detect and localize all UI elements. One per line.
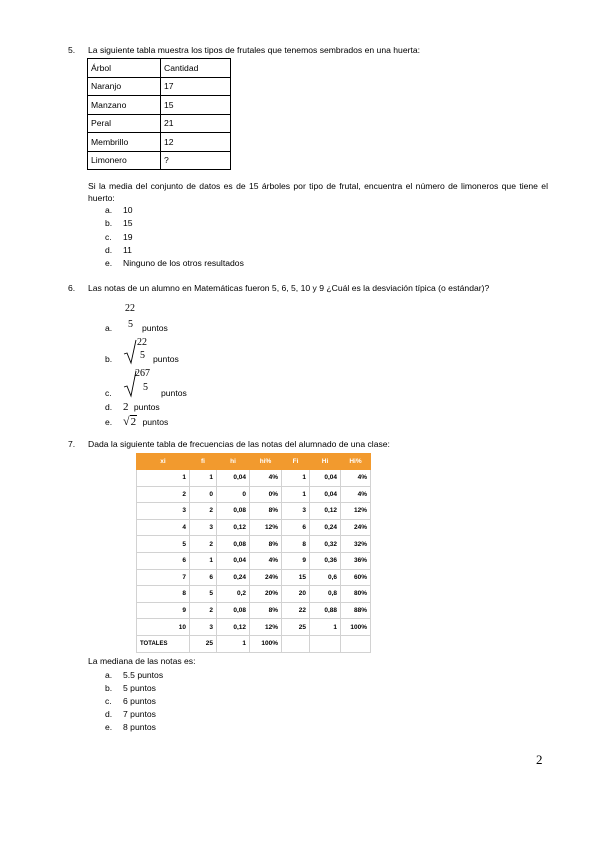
table-cell: 8% [250, 602, 282, 619]
table-cell: 0 [190, 486, 217, 503]
table-cell: 0,88 [310, 602, 341, 619]
fruit-name: Manzano [88, 96, 161, 115]
table-cell: 3 [190, 619, 217, 636]
fruit-table [87, 58, 231, 170]
table-cell: 10 [137, 619, 190, 636]
table-row [137, 536, 371, 553]
table-cell: 2 [190, 602, 217, 619]
option-d[interactable]: d. 11 [105, 245, 132, 255]
question-5 [68, 45, 548, 57]
table-cell: 24% [341, 519, 371, 536]
table-cell: 5 [137, 536, 190, 553]
table-cell: 12% [341, 503, 371, 520]
table-cell: 0% [250, 486, 282, 503]
table-cell: 36% [341, 552, 371, 569]
fruit-count: 21 [161, 114, 231, 133]
table-cell: 1 [282, 486, 310, 503]
table-cell: 25 [282, 619, 310, 636]
table-cell: 4 [137, 519, 190, 536]
table-row [137, 470, 371, 487]
table-cell: 1 [137, 470, 190, 487]
table-cell: 9 [137, 602, 190, 619]
table-cell: 80% [341, 586, 371, 603]
question-6-text: Las notas de un alumno en Matemáticas fueron 5, 6, 5, 10 y 9 ¿Cuál es la desviación típica (o estándar)? [88, 283, 490, 293]
fruit-table-row [88, 77, 231, 96]
table-cell: 22 [282, 602, 310, 619]
table-cell: 4% [250, 552, 282, 569]
fruit-header-tree: Árbol [88, 59, 161, 78]
question-5-text: La siguiente tabla muestra los tipos de frutales que tenemos sembrados en una huerta: [88, 45, 421, 55]
table-cell: 8% [250, 503, 282, 520]
page-number: 2 [536, 752, 543, 767]
table-cell: 0,08 [217, 503, 250, 520]
table-row [137, 503, 371, 520]
table-cell: 100% [250, 635, 282, 652]
question-6-number: 6. [68, 283, 76, 293]
option-d[interactable]: d. 2 puntos [105, 401, 160, 413]
header-xi: xi [137, 454, 190, 470]
option-a[interactable]: a. 10 [105, 205, 133, 215]
square-root-icon: √ [123, 414, 130, 428]
table-row [137, 619, 371, 636]
question-7-followup-text: La mediana de las notas es: [88, 656, 196, 666]
table-cell: 0 [217, 486, 250, 503]
question-5-number: 5. [68, 45, 76, 55]
table-row [137, 569, 371, 586]
table-cell: 0,12 [310, 503, 341, 520]
option-c[interactable]: c. 19 [105, 232, 133, 242]
table-cell: 3 [137, 503, 190, 520]
header-fi: fi [190, 454, 217, 470]
option-b[interactable]: b. 5 puntos [105, 683, 156, 693]
table-cell: 2 [190, 503, 217, 520]
table-cell: 3 [190, 519, 217, 536]
table-cell [341, 635, 371, 652]
table-cell: 4% [341, 486, 371, 503]
table-cell [282, 635, 310, 652]
table-cell [310, 635, 341, 652]
fruit-count: 17 [161, 77, 231, 96]
header-hi-pct: hi% [250, 454, 282, 470]
table-cell: 25 [190, 635, 217, 652]
table-cell: 0,04 [310, 486, 341, 503]
option-e[interactable]: e. 8 puntos [105, 722, 156, 732]
table-cell: 1 [310, 619, 341, 636]
table-row [137, 519, 371, 536]
question-7-text: Dada la siguiente tabla de frecuencias de las notas del alumnado de una clase: [88, 439, 390, 449]
table-cell: 8 [137, 586, 190, 603]
table-cell: 88% [341, 602, 371, 619]
table-cell: 0,04 [217, 470, 250, 487]
option-b[interactable]: b. 15 [105, 218, 133, 228]
fruit-table-row [88, 133, 231, 152]
header-Hi-pct: Hi% [341, 454, 371, 470]
question-5-followup [88, 181, 548, 204]
fruit-table-row [88, 96, 231, 115]
fruit-count: 15 [161, 96, 231, 115]
question-7 [68, 439, 548, 451]
table-row [137, 602, 371, 619]
table-cell: TOTALES [137, 635, 190, 652]
header-hi: hi [217, 454, 250, 470]
table-cell: 5 [190, 586, 217, 603]
frequency-table-header [137, 454, 371, 470]
frequency-table-body [137, 470, 371, 653]
question-7-followup [88, 656, 548, 666]
fruit-table-header [88, 59, 231, 78]
square-root-icon [123, 339, 137, 365]
table-cell: 1 [190, 552, 217, 569]
table-cell: 0,24 [217, 569, 250, 586]
fruit-count: 12 [161, 133, 231, 152]
table-cell: 6 [137, 552, 190, 569]
table-cell: 0,12 [217, 519, 250, 536]
table-cell: 12% [250, 619, 282, 636]
table-cell: 24% [250, 569, 282, 586]
fruit-name: Limonero [88, 151, 161, 170]
table-cell: 0,6 [310, 569, 341, 586]
table-cell: 0,8 [310, 586, 341, 603]
table-cell: 20% [250, 586, 282, 603]
fruit-name: Peral [88, 114, 161, 133]
table-cell: 3 [282, 503, 310, 520]
table-cell: 9 [282, 552, 310, 569]
fruit-table-row [88, 114, 231, 133]
table-cell: 0,32 [310, 536, 341, 553]
fruit-table-row [88, 151, 231, 170]
table-row [137, 486, 371, 503]
table-cell: 4% [250, 470, 282, 487]
table-cell: 0,08 [217, 536, 250, 553]
table-cell: 0,24 [310, 519, 341, 536]
table-cell: 0,08 [217, 602, 250, 619]
table-row [137, 552, 371, 569]
option-e[interactable]: e. Ninguno de los otros resultados [105, 258, 244, 268]
fruit-header-quantity: Cantidad [161, 59, 231, 78]
table-cell: 6 [190, 569, 217, 586]
option-c[interactable]: c. 6 puntos [105, 696, 156, 706]
fruit-count: ? [161, 151, 231, 170]
table-cell: 12% [250, 519, 282, 536]
table-cell: 1 [217, 635, 250, 652]
table-cell: 2 [137, 486, 190, 503]
fraction-numerator: 22 [137, 337, 147, 348]
table-row [137, 635, 371, 652]
table-cell: 32% [341, 536, 371, 553]
option-a[interactable]: a. 5.5 puntos [105, 670, 164, 680]
header-Hi: Hi [310, 454, 341, 470]
frequency-table [136, 453, 371, 653]
table-cell: 1 [282, 470, 310, 487]
fruit-name: Membrillo [88, 133, 161, 152]
fraction-denominator: 5 [140, 350, 145, 361]
table-cell: 0,12 [217, 619, 250, 636]
table-cell: 8 [282, 536, 310, 553]
table-cell: 8% [250, 536, 282, 553]
table-cell: 0,04 [217, 552, 250, 569]
table-cell: 15 [282, 569, 310, 586]
table-cell: 0,2 [217, 586, 250, 603]
fraction-denominator: 5 [143, 382, 148, 393]
question-6 [68, 283, 548, 295]
fraction-numerator: 267 [135, 368, 150, 379]
table-cell: 20 [282, 586, 310, 603]
table-cell: 60% [341, 569, 371, 586]
header-Fi: Fi [282, 454, 310, 470]
fraction-denominator: 5 [128, 319, 133, 330]
table-cell: 100% [341, 619, 371, 636]
table-cell: 0,36 [310, 552, 341, 569]
table-cell: 1 [190, 470, 217, 487]
table-row [137, 586, 371, 603]
table-cell: 0,04 [310, 470, 341, 487]
option-d[interactable]: d. 7 puntos [105, 709, 156, 719]
table-cell: 4% [341, 470, 371, 487]
table-cell: 6 [282, 519, 310, 536]
table-cell: 2 [190, 536, 217, 553]
fraction-numerator: 22 [125, 303, 135, 314]
option-e[interactable]: e. √2 puntos [105, 414, 169, 428]
table-cell: 7 [137, 569, 190, 586]
question-5-followup-text: Si la media del conjunto de datos es de 15 árboles por tipo de frutal, encuentra el número de limoneros que tiene el huerto: [88, 181, 548, 203]
fruit-name: Naranjo [88, 77, 161, 96]
question-7-number: 7. [68, 439, 76, 449]
